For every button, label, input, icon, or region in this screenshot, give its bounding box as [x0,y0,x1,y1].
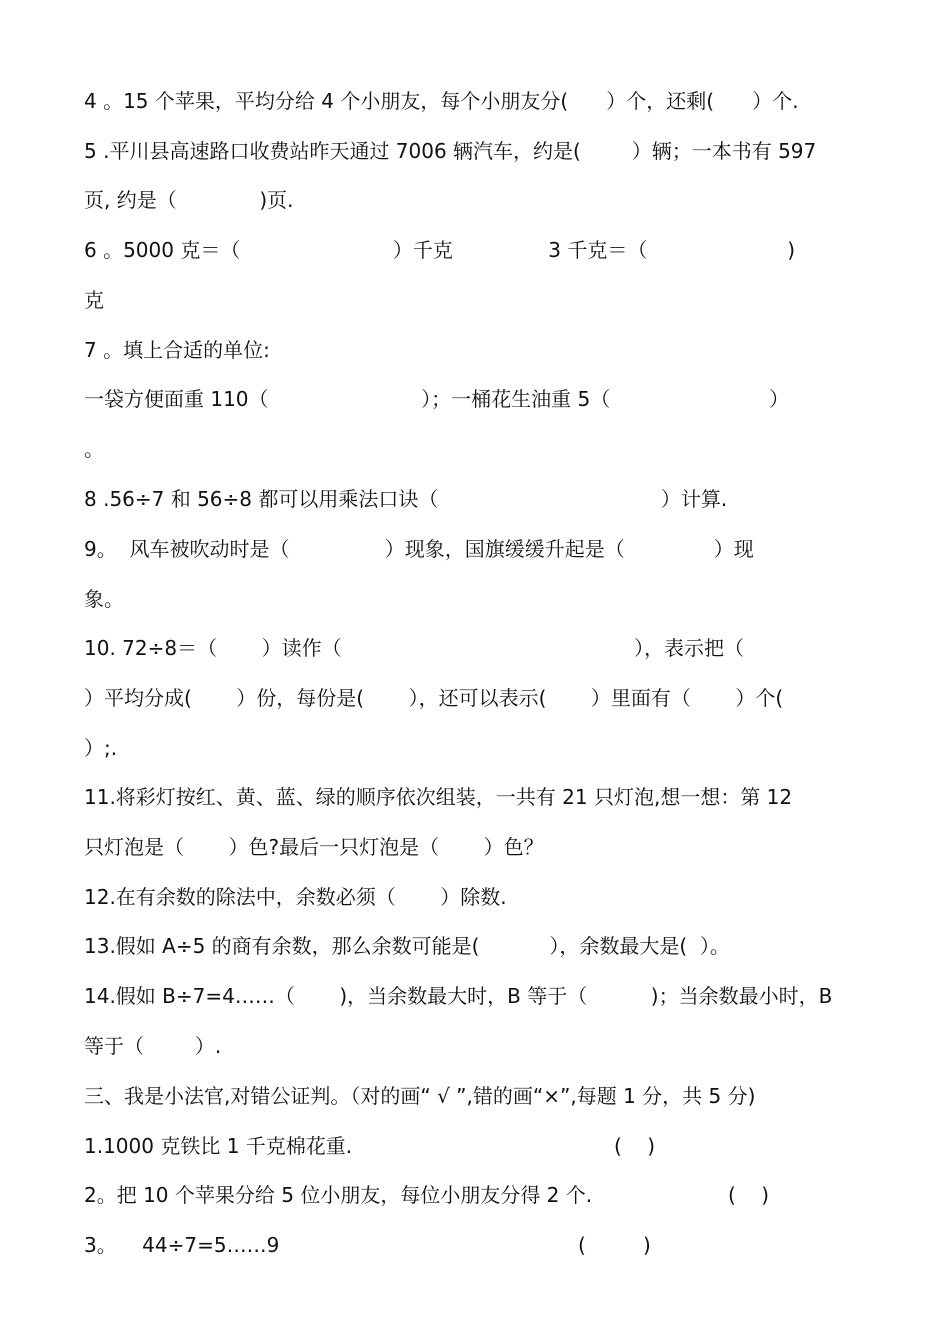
question-10: 10. 72÷8＝（ ）读作（ ），表示把（ [84,636,745,660]
question-7-cont: 。 [84,437,104,461]
question-12: 12.在有余数的除法中，余数必须（ ）除数. [84,885,507,909]
judge-1: 1.1000 克铁比 1 千克棉花重. [84,1134,353,1158]
question-4: 4 。15 个苹果，平均分给 4 个小朋友，每个小朋友分( ）个，还剩( ）个. [84,89,799,113]
question-6: 6 。5000 克＝（ ）千克 3 千克＝（ ) [84,238,796,262]
judge-2-answer: ( ) [728,1183,770,1207]
question-11: 11.将彩灯按红、黄、蓝、绿的顺序依次组装，一共有 21 只灯泡,想一想：第 12 [84,785,793,809]
question-9-cont: 象。 [84,587,124,611]
question-14: 14.假如 B÷7=4……（ )，当余数最大时，B 等于（ )；当余数最小时，B [84,984,833,1008]
judge-1-answer: ( ) [614,1134,656,1158]
question-5: 5 .平川县高速路口收费站昨天通过 7006 辆汽车，约是( ）辆；一本书有 597 [84,139,817,163]
question-5-cont: 页, 约是（ )页. [84,188,294,212]
question-6-cont: 克 [84,288,104,312]
section-3-heading: 三、我是小法官,对错公证判。（对的画“ √ ”,错的画“×”,每题 1 分，共 5 分) [84,1084,756,1108]
judge-2: 2。把 10 个苹果分给 5 位小朋友，每位小朋友分得 2 个. [84,1183,593,1207]
judge-3-answer: ( ) [578,1233,651,1257]
question-7: 7 。填上合适的单位: [84,338,270,362]
question-8: 8 .56÷7 和 56÷8 都可以用乘法口诀（ ）计算. [84,487,728,511]
judge-3: 3。 44÷7=5……9 [84,1233,280,1257]
question-7-items: 一袋方便面重 110（ ）；一桶花生油重 5（ ） [84,387,790,411]
question-9: 9。 风车被吹动时是（ ）现象，国旗缓缓升起是（ ）现 [84,537,754,561]
question-13: 13.假如 A÷5 的商有余数，那么余数可能是( ），余数最大是( ）。 [84,934,730,958]
question-11-cont: 只灯泡是（ ）色?最后一只灯泡是（ ）色？ [84,835,544,859]
question-10-cont: ）平均分成( ）份，每份是( ），还可以表示( ）里面有（ ）个( [84,686,784,710]
question-10-end: ）;. [84,736,118,760]
question-14-cont: 等于（ ）. [84,1034,222,1058]
